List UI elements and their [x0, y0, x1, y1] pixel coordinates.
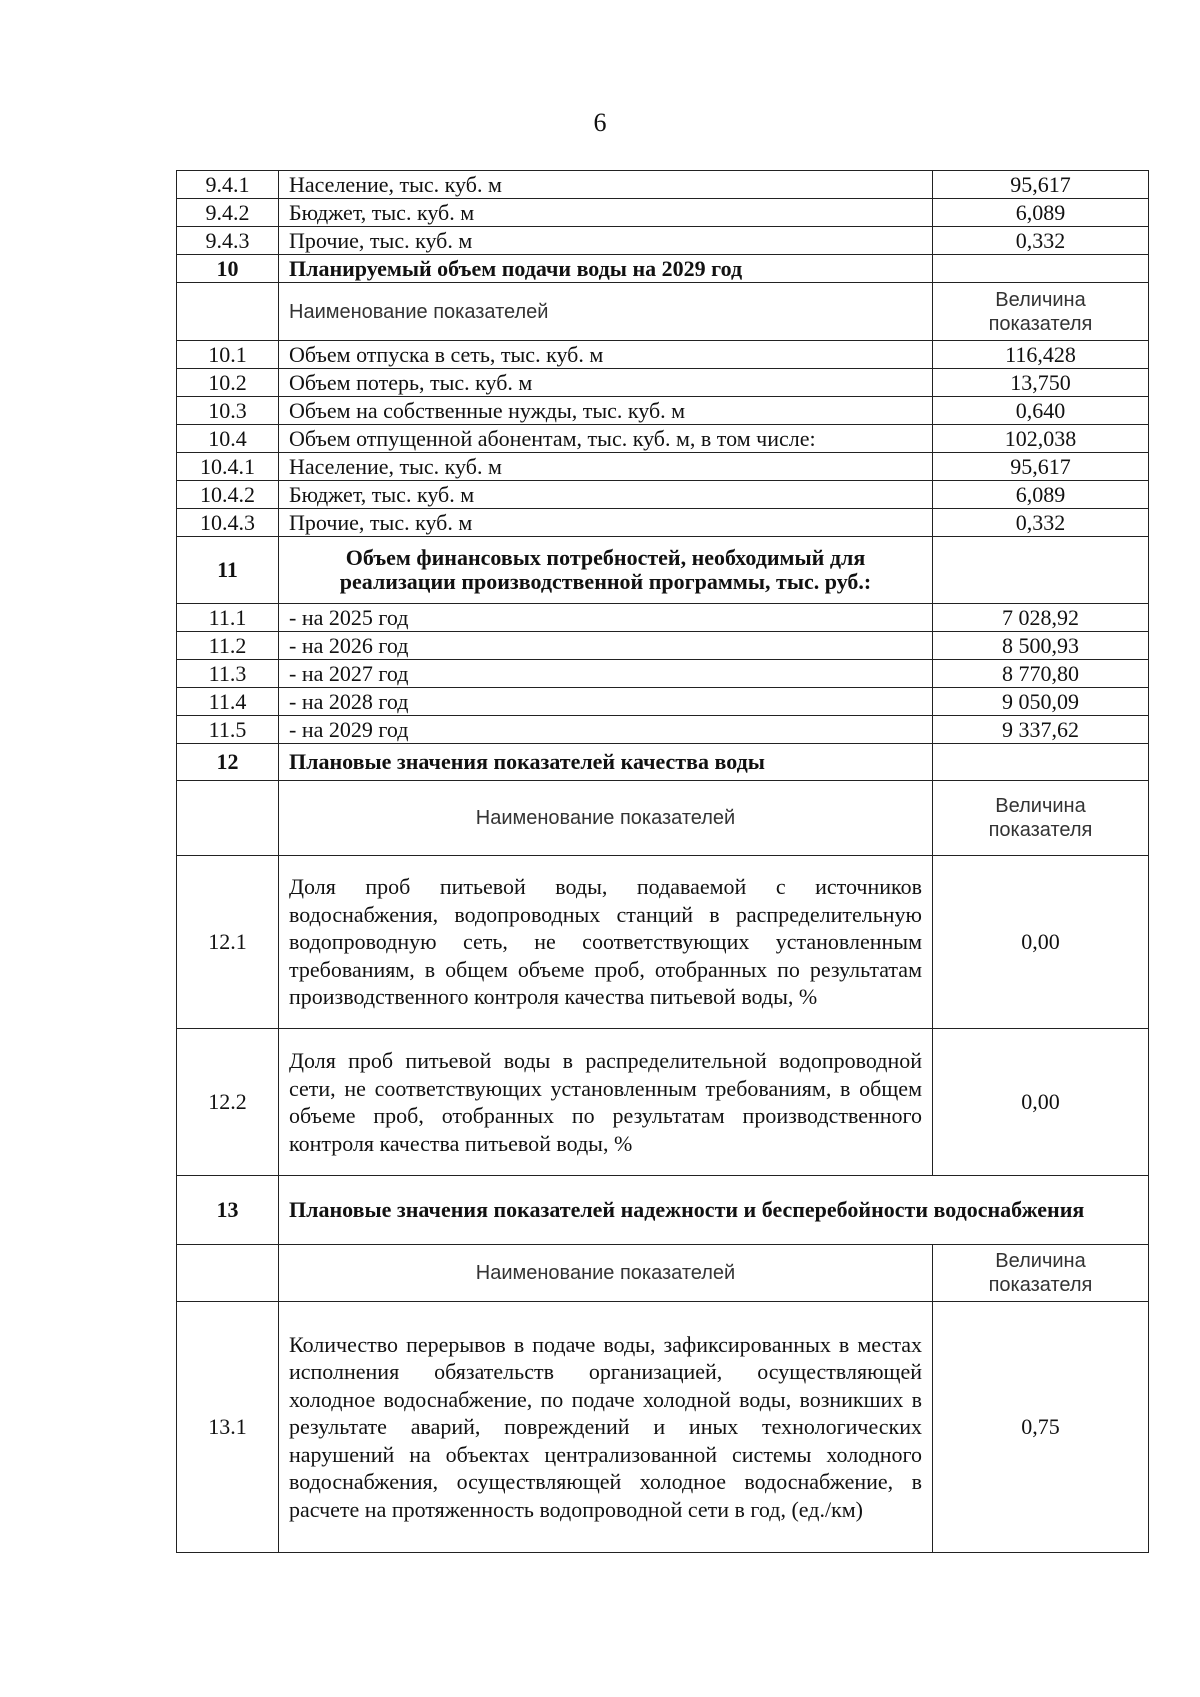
- row-name: Количество перерывов в подаче воды, зафиксированных в местах исполнения обязательств организацией, осуществляющей холодное водоснабжение, по подаче холодной воды, возникших в результате аварий, повреждений и иных технологических нарушений на объектах централизованной системы холодного водоснабжения, осуществляющей холодное водоснабжение, в расчете на протяженность водопроводной сети в год, (ед./км): [279, 1302, 933, 1553]
- row-name: - на 2025 год: [279, 604, 933, 632]
- section-title: Объем финансовых потребностей, необходимый для реализации производственной программы, тыс. руб.:: [279, 537, 933, 604]
- section-title: Плановые значения показателей качества воды: [279, 744, 933, 781]
- row-name: Объем отпущенной абонентам, тыс. куб. м, в том числе:: [279, 425, 933, 453]
- row-number: 11.3: [177, 660, 279, 688]
- row-number: 11.1: [177, 604, 279, 632]
- section-heading-row: [177, 1176, 1149, 1245]
- table-row: [177, 227, 1149, 255]
- row-name: Доля проб питьевой воды в распределительной водопроводной сети, не соответствующих установленным требованиям, в общем объеме проб, отобранных по результатам производственного контроля качества питьевой воды, %: [279, 1029, 933, 1176]
- section-number: 12: [177, 744, 279, 781]
- row-name: - на 2026 год: [279, 632, 933, 660]
- row-value: 116,428: [933, 341, 1149, 369]
- row-value: 0,00: [933, 856, 1149, 1029]
- row-value: 9 050,09: [933, 688, 1149, 716]
- row-value: 6,089: [933, 481, 1149, 509]
- section-heading-row: [177, 744, 1149, 781]
- header-name: Наименование показателей: [279, 283, 933, 341]
- row-value: 95,617: [933, 171, 1149, 199]
- row-number: 10.4.1: [177, 453, 279, 481]
- row-number: 10.4: [177, 425, 279, 453]
- row-number: 10.4.3: [177, 509, 279, 537]
- row-number: 10.2: [177, 369, 279, 397]
- table-row: [177, 1029, 1149, 1176]
- header-value: Величина показателя: [933, 781, 1149, 856]
- indicators-table: [176, 170, 1149, 1553]
- row-number: 12.2: [177, 1029, 279, 1176]
- row-name: Прочие, тыс. куб. м: [279, 227, 933, 255]
- row-number: 9.4.3: [177, 227, 279, 255]
- header-value: Величина показателя: [933, 283, 1149, 341]
- row-value: 13,750: [933, 369, 1149, 397]
- row-name: Прочие, тыс. куб. м: [279, 509, 933, 537]
- table-row: [177, 171, 1149, 199]
- row-name: Объем на собственные нужды, тыс. куб. м: [279, 397, 933, 425]
- table-row: [177, 199, 1149, 227]
- table-row: [177, 1302, 1149, 1553]
- section-number: 11: [177, 537, 279, 604]
- header-name: Наименование показателей: [279, 1245, 933, 1302]
- table-row: [177, 688, 1149, 716]
- row-number: 11.2: [177, 632, 279, 660]
- table-row: [177, 397, 1149, 425]
- section-heading-row: [177, 537, 1149, 604]
- row-value: 8 770,80: [933, 660, 1149, 688]
- row-name: Население, тыс. куб. м: [279, 453, 933, 481]
- row-number: 10.1: [177, 341, 279, 369]
- row-number: 10.3: [177, 397, 279, 425]
- section-title: Планируемый объем подачи воды на 2029 год: [279, 255, 933, 283]
- row-value: 0,332: [933, 509, 1149, 537]
- row-name: Бюджет, тыс. куб. м: [279, 199, 933, 227]
- row-value: 0,75: [933, 1302, 1149, 1553]
- section-number: 13: [177, 1176, 279, 1245]
- row-value: 8 500,93: [933, 632, 1149, 660]
- table-row: [177, 369, 1149, 397]
- row-name: - на 2029 год: [279, 716, 933, 744]
- row-value: 0,332: [933, 227, 1149, 255]
- row-name: Объем отпуска в сеть, тыс. куб. м: [279, 341, 933, 369]
- table-row: [177, 509, 1149, 537]
- row-value: 0,640: [933, 397, 1149, 425]
- page-number: 6: [593, 108, 607, 137]
- row-name: Доля проб питьевой воды, подаваемой с источников водоснабжения, водопроводных станций в распределительную водопроводную сеть, не соответствующих установленным требованиям, в общем объеме проб, отобранных по результатам производственного контроля качества питьевой воды, %: [279, 856, 933, 1029]
- table-row: [177, 660, 1149, 688]
- row-number: 9.4.2: [177, 199, 279, 227]
- row-name: - на 2027 год: [279, 660, 933, 688]
- row-number: 12.1: [177, 856, 279, 1029]
- row-value: 0,00: [933, 1029, 1149, 1176]
- header-value: Величина показателя: [933, 1245, 1149, 1302]
- header-name: Наименование показателей: [279, 781, 933, 856]
- row-number: 11.4: [177, 688, 279, 716]
- table-row: [177, 632, 1149, 660]
- row-value: 102,038: [933, 425, 1149, 453]
- row-value: 6,089: [933, 199, 1149, 227]
- row-value: 9 337,62: [933, 716, 1149, 744]
- table-row: [177, 453, 1149, 481]
- row-name: - на 2028 год: [279, 688, 933, 716]
- section-heading-row: [177, 255, 1149, 283]
- row-name: Объем потерь, тыс. куб. м: [279, 369, 933, 397]
- row-number: 10.4.2: [177, 481, 279, 509]
- table-row: [177, 481, 1149, 509]
- row-value: 7 028,92: [933, 604, 1149, 632]
- table-row: [177, 856, 1149, 1029]
- row-name: Бюджет, тыс. куб. м: [279, 481, 933, 509]
- row-value: 95,617: [933, 453, 1149, 481]
- row-name: Население, тыс. куб. м: [279, 171, 933, 199]
- row-number: 13.1: [177, 1302, 279, 1553]
- column-header-row: [177, 1245, 1149, 1302]
- column-header-row: [177, 283, 1149, 341]
- section-title: Плановые значения показателей надежности и бесперебойности водоснабжения: [279, 1176, 1149, 1245]
- row-number: 9.4.1: [177, 171, 279, 199]
- row-number: 11.5: [177, 716, 279, 744]
- table-row: [177, 425, 1149, 453]
- table-row: [177, 716, 1149, 744]
- table-row: [177, 341, 1149, 369]
- column-header-row: [177, 781, 1149, 856]
- table-row: [177, 604, 1149, 632]
- section-number: 10: [177, 255, 279, 283]
